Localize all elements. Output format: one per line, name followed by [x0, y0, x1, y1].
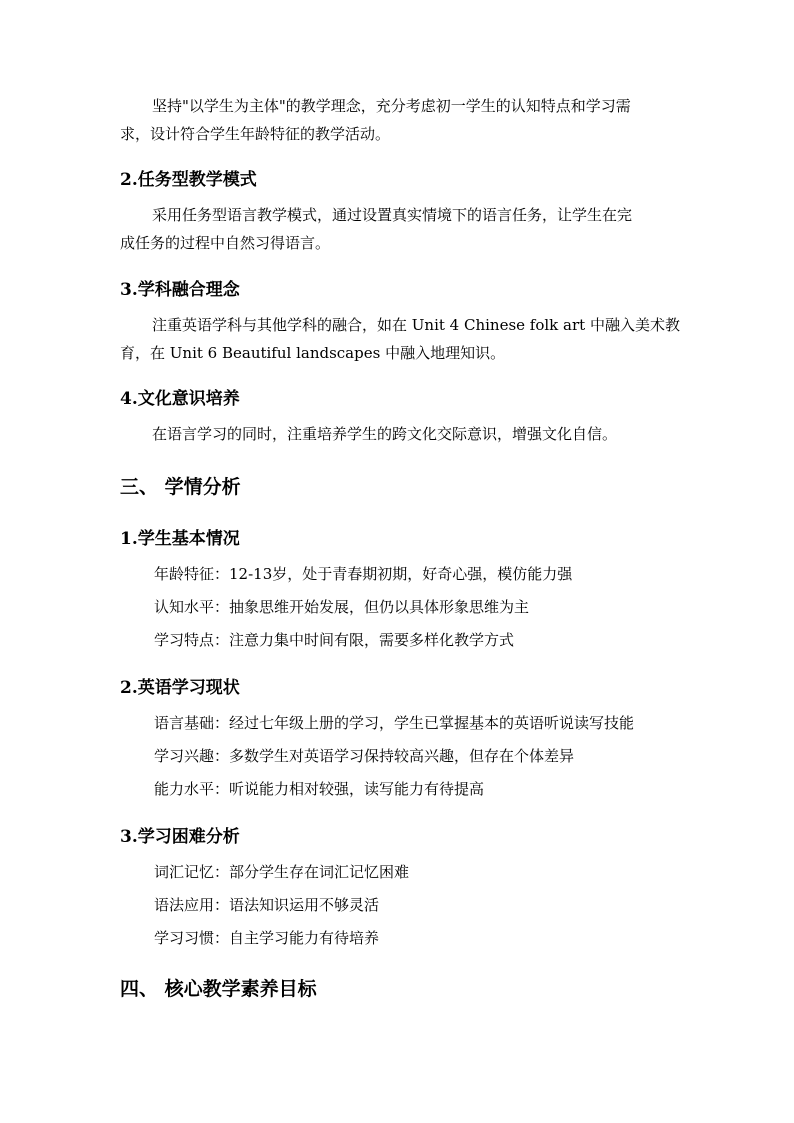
english-status-item-interest: 学习兴趣：多数学生对英语学习保持较高兴趣，但存在个体差异 — [154, 747, 575, 765]
section-2-line-1: 采用任务型语言教学模式，通过设置真实情境下的语言任务，让学生在完 — [152, 206, 633, 224]
section-3-heading: 3.学科融合理念 — [120, 280, 240, 300]
section-3-line-2: 育，在 Unit 6 Beautiful landscapes 中融入地理知识。 — [120, 344, 506, 362]
section-3-line-1: 注重英语学科与其他学科的融合，如在 Unit 4 Chinese folk art 中融入美术教 — [152, 316, 680, 334]
section-2-line-2: 成任务的过程中自然习得语言。 — [120, 234, 331, 252]
section-2-paragraph — [120, 201, 676, 257]
section-4-heading: 4.文化意识培养 — [120, 389, 240, 409]
section-2-heading: 2.任务型教学模式 — [120, 170, 257, 190]
english-status-heading: 2.英语学习现状 — [120, 678, 240, 698]
difficulty-item-vocabulary: 词汇记忆：部分学生存在词汇记忆困难 — [154, 863, 410, 881]
basic-info-heading: 1.学生基本情况 — [120, 529, 240, 549]
chapter-4-heading: 四、 核心教学素养目标 — [120, 978, 317, 1000]
english-status-item-ability: 能力水平：听说能力相对较强，读写能力有待提高 — [154, 780, 485, 798]
english-status-item-foundation: 语言基础：经过七年级上册的学习，学生已掌握基本的英语听说读写技能 — [154, 714, 635, 732]
basic-info-item-cognition: 认知水平：抽象思维开始发展，但仍以具体形象思维为主 — [154, 598, 530, 616]
difficulty-item-grammar: 语法应用：语法知识运用不够灵活 — [154, 896, 380, 914]
intro-paragraph — [120, 92, 676, 148]
intro-line-2: 求，设计符合学生年龄特征的教学活动。 — [120, 125, 391, 143]
section-4-paragraph — [120, 420, 676, 448]
basic-info-item-age: 年龄特征：12-13岁，处于青春期初期，好奇心强，模仿能力强 — [154, 565, 573, 583]
difficulty-item-habits: 学习习惯：自主学习能力有待培养 — [154, 929, 380, 947]
intro-line-1: 坚持"以学生为主体"的教学理念，充分考虑初一学生的认知特点和学习需 — [152, 97, 631, 115]
basic-info-item-learning: 学习特点：注意力集中时间有限，需要多样化教学方式 — [154, 631, 515, 649]
section-3-paragraph — [120, 311, 680, 367]
section-4-line-1: 在语言学习的同时，注重培养学生的跨文化交际意识，增强文化自信。 — [152, 425, 618, 443]
chapter-3-heading: 三、 学情分析 — [120, 476, 241, 498]
difficulty-heading: 3.学习困难分析 — [120, 827, 240, 847]
